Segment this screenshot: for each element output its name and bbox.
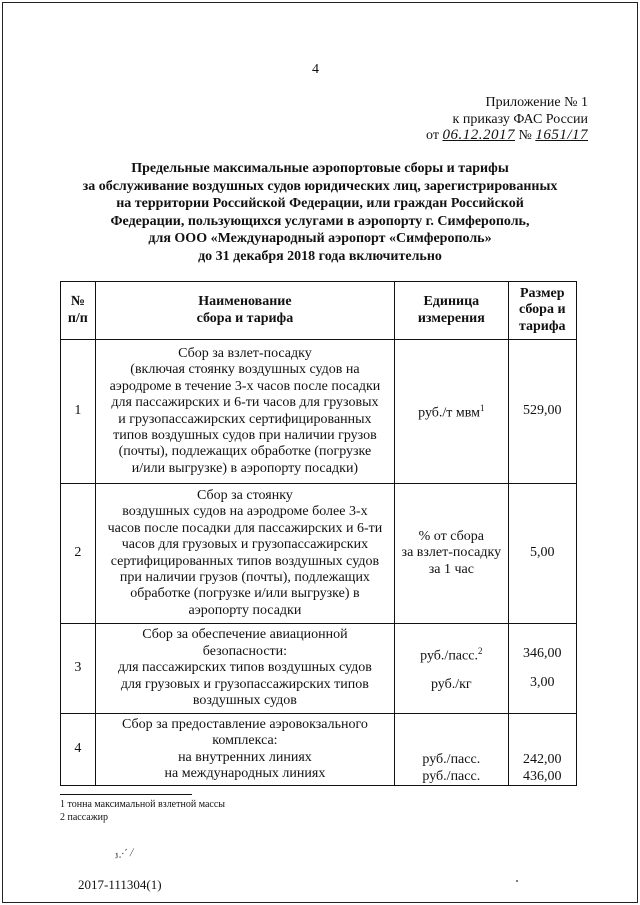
row-number: 2 (61, 484, 96, 624)
title-line: на территории Российской Федерации, или граждан Российской (116, 196, 524, 212)
row-number: 1 (61, 340, 96, 484)
handwritten-number: 1651/17 (535, 127, 588, 143)
number-prefix: № (518, 128, 532, 143)
order-reference: к приказу ФАС России (452, 112, 588, 127)
from-prefix: от (426, 128, 439, 143)
title-line: Предельные максимальные аэропортовые сборы и тарифы (131, 161, 509, 176)
document-id: 2017-111304(1) (78, 877, 162, 892)
title-line: Федерации, пользующихся услугами в аэропорту г. Симферополь, (110, 213, 530, 229)
row-number: 3 (61, 624, 96, 714)
row-value: 346,00 3,00 (508, 624, 576, 714)
document-title (60, 160, 580, 266)
order-date-number (426, 127, 588, 144)
title-line: для ООО «Международный аэропорт «Симферополь» (148, 231, 492, 247)
row-unit: руб./пасс. руб./пасс. (395, 714, 508, 786)
title-line: до 31 декабря 2018 года включительно (198, 248, 442, 264)
row-unit: % от сбора за взлет-посадку за 1 час (395, 484, 508, 624)
row-unit: руб./пасс.$^2$ руб./кг (395, 624, 508, 714)
header-value: Размер сбора и тарифа (508, 282, 576, 340)
row-value: 5,00 (508, 484, 576, 624)
page-number: 4 (312, 62, 319, 77)
row-name: Сбор за обеспечение авиационной безопасности: для пассажирских типов воздушных судов для грузовых и грузопассажирских типов воздушных судов (95, 624, 394, 714)
footnote-separator (60, 794, 192, 795)
handwritten-mark: ᴊ.·ˊ ⁄ (114, 846, 134, 862)
row-name: Сбор за предоставление аэровокзального комплекса: на внутренних линиях на международных линиях (95, 714, 394, 786)
row-value: 529,00 (508, 340, 576, 484)
table-row (61, 340, 577, 484)
tariff-table (60, 281, 577, 786)
title-line: за обслуживание воздушных судов юридических лиц, зарегистрированных (82, 178, 558, 194)
row-unit: руб./т мвм$^1$ (395, 340, 508, 484)
scan-speck (516, 880, 518, 882)
table-row (61, 624, 577, 714)
row-name: Сбор за взлет-посадку (включая стоянку воздушных судов на аэродроме в течение 3-х часов после посадки для пассажирских и 6-ти часов для грузовых и грузопассажирских сертифицированных типов воздушных судов при наличии грузов (почты), подлежащих обработке (погрузке и/или выгрузке) в аэропорту посадки) (95, 340, 394, 484)
table-row (61, 484, 577, 624)
handwritten-date: 06.12.2017 (442, 127, 515, 143)
row-name: Сбор за стоянку воздушных судов на аэродроме более 3-х часов после посадки для пассажирских и 6-ти часов для грузовых и грузопассажирских сертифицированных типов воздушных судов при наличии грузов (почты), подлежащих обработке (погрузке и/или выгрузке) в аэропорту посадки (95, 484, 394, 624)
row-value: 242,00 436,00 (508, 714, 576, 786)
header-unit: Единица измерения (395, 282, 508, 340)
appendix-header (453, 94, 588, 128)
footnote-1: 1 тонна максимальной взлетной массы (60, 799, 225, 810)
appendix-label: Приложение № 1 (485, 95, 588, 110)
table-row (61, 714, 577, 786)
table-header-row (61, 282, 577, 340)
footnote-2: 2 пассажир (60, 812, 108, 823)
row-number: 4 (61, 714, 96, 786)
header-num: № п/п (61, 282, 96, 340)
header-name: Наименование сбора и тарифа (95, 282, 394, 340)
